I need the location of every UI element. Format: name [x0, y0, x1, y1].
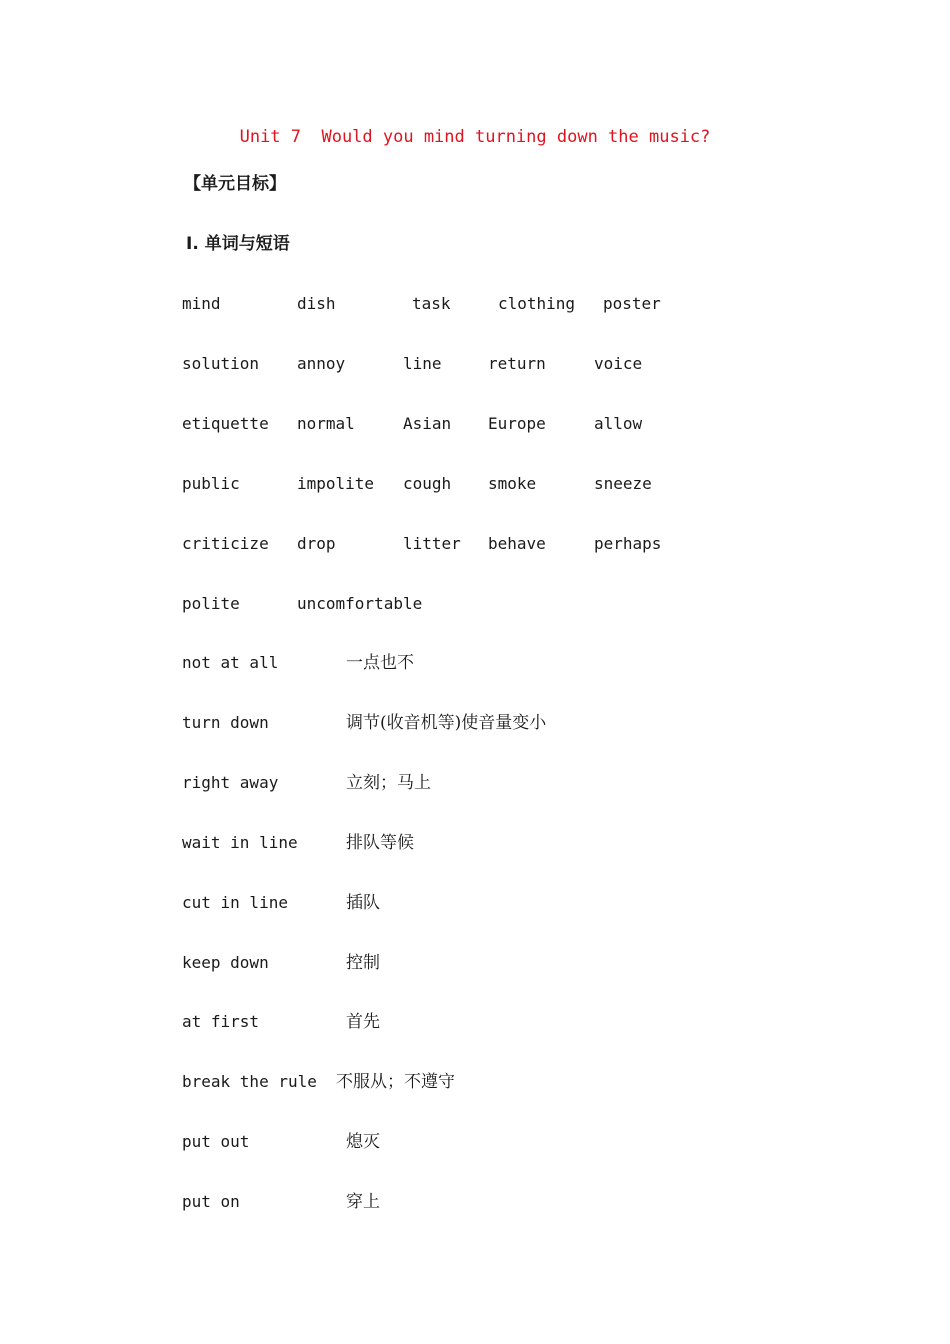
- word: etiquette: [182, 414, 269, 433]
- word: Asian: [403, 414, 452, 433]
- word-row: [0, 412, 950, 436]
- phrase-english: cut in line: [182, 893, 288, 912]
- phrase-chinese: 一点也不: [346, 653, 414, 673]
- phrase-english: keep down: [182, 953, 269, 972]
- word: return: [488, 354, 546, 373]
- word: mind: [182, 294, 221, 313]
- word: clothing: [498, 294, 576, 313]
- section-vocab-heading: Ⅰ. 单词与短语: [186, 234, 290, 254]
- phrase-row: [0, 1130, 950, 1154]
- word-row: [0, 472, 950, 496]
- phrase-chinese: 不服从；不遵守: [336, 1072, 455, 1092]
- phrase-row: [0, 891, 950, 915]
- word: annoy: [297, 354, 346, 373]
- unit-title: Unit 7 Would you mind turning down the music?: [239, 127, 711, 147]
- phrase-english: not at all: [182, 653, 279, 672]
- phrase-row: [0, 1070, 950, 1094]
- word: normal: [297, 414, 355, 433]
- phrase-english: put on: [182, 1192, 240, 1211]
- phrase-english: wait in line: [182, 833, 298, 852]
- phrase-english: right away: [182, 773, 279, 792]
- phrase-chinese: 插队: [346, 893, 380, 913]
- word: allow: [594, 414, 643, 433]
- word: polite: [182, 594, 240, 613]
- phrase-english: turn down: [182, 713, 269, 732]
- phrase-english: break the rule: [182, 1072, 317, 1091]
- phrase-english: put out: [182, 1132, 250, 1151]
- word: cough: [403, 474, 452, 493]
- phrase-chinese: 调节(收音机等)使音量变小: [346, 713, 547, 733]
- word: public: [182, 474, 240, 493]
- phrase-row: [0, 651, 950, 675]
- word-row: [0, 352, 950, 376]
- phrase-row: [0, 1010, 950, 1034]
- phrase-english: at first: [182, 1012, 260, 1031]
- word: impolite: [297, 474, 375, 493]
- phrase-chinese: 穿上: [346, 1192, 380, 1212]
- word: Europe: [488, 414, 546, 433]
- phrase-row: [0, 831, 950, 855]
- word: litter: [403, 534, 461, 553]
- phrase-row: [0, 771, 950, 795]
- phrase-chinese: 排队等候: [346, 833, 414, 853]
- section-goal-heading: 【单元目标】: [184, 174, 286, 194]
- word: poster: [603, 294, 661, 313]
- phrase-row: [0, 951, 950, 975]
- word: behave: [488, 534, 546, 553]
- word: uncomfortable: [297, 594, 423, 613]
- word: smoke: [488, 474, 537, 493]
- word: sneeze: [594, 474, 652, 493]
- phrase-row: [0, 1190, 950, 1214]
- word-row: [0, 532, 950, 556]
- word: perhaps: [594, 534, 662, 553]
- word: line: [403, 354, 442, 373]
- word: drop: [297, 534, 336, 553]
- word: task: [412, 294, 451, 313]
- word: criticize: [182, 534, 269, 553]
- phrase-chinese: 控制: [346, 953, 380, 973]
- word-row: [0, 292, 950, 316]
- word: solution: [182, 354, 260, 373]
- word: voice: [594, 354, 643, 373]
- phrase-chinese: 立刻；马上: [346, 773, 431, 793]
- phrase-row: [0, 711, 950, 735]
- phrase-chinese: 首先: [346, 1012, 380, 1032]
- word-row: [0, 592, 950, 616]
- word: dish: [297, 294, 336, 313]
- phrase-chinese: 熄灭: [346, 1132, 380, 1152]
